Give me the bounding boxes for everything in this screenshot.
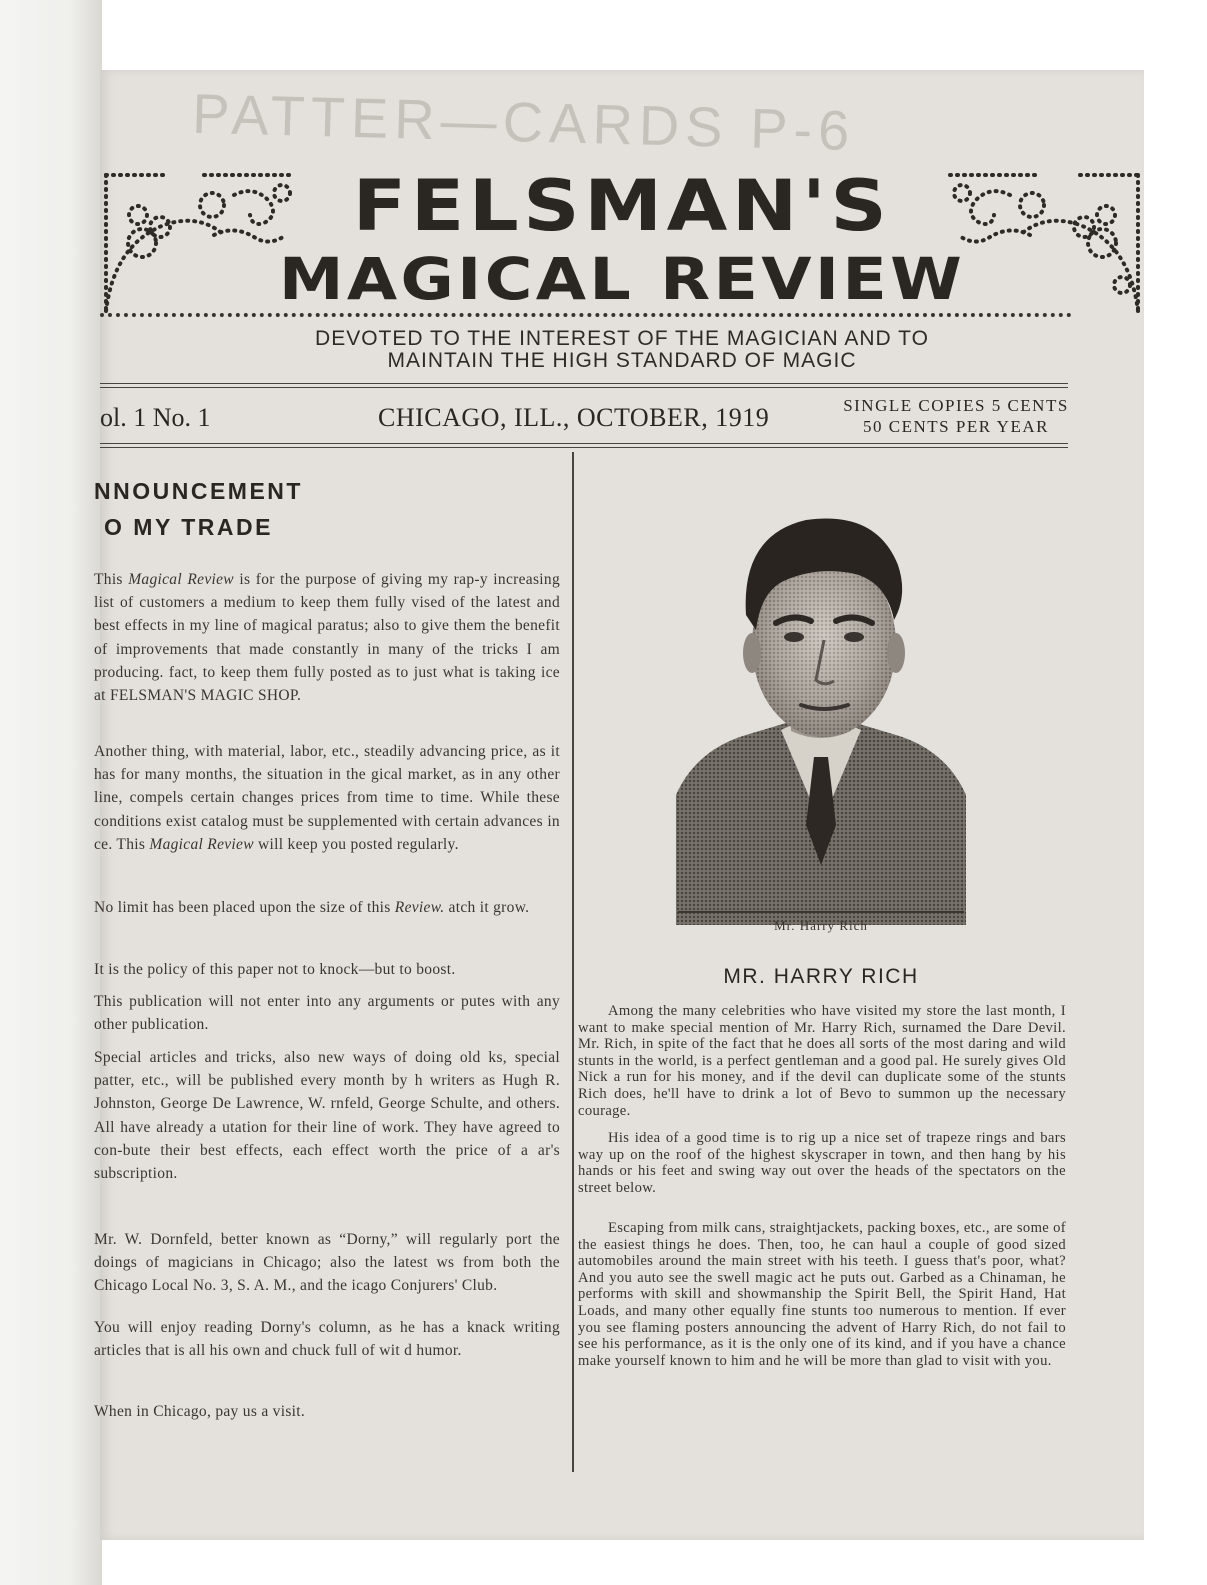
masthead-title-line1: FELSMAN'S [352,165,892,247]
announcement-paragraph-8: You will enjoy reading Dorny's column, as he has a knack writing articles that is all his own and chuck full of wit d humor. [94,1319,560,1360]
column-divider [572,452,574,1472]
masthead [100,165,1144,330]
price-single-copy: SINGLE COPIES 5 CENTS [843,396,1069,415]
tagline-line1: DEVOTED TO THE INTEREST OF THE MAGICIAN AND TO [315,327,929,350]
feature-heading: MR. HARRY RICH [723,965,919,988]
price-box [836,395,1076,437]
announcement-subheading: O MY TRADE [104,514,273,540]
feature-paragraph-1: Among the many celebrities who have visited my store the last month, I want to make special mention of Mr. Harry Rich, surnamed the Dare Devil. Mr. Rich, in spite of the fact that he does all sorts of the most daring and wild stunts in the world, is a perfect gentleman and a good pal. He surely gives Old Nick a run for his money, and if the devil can duplicate some of the stunts Rich does, he'll have to drink a lot of Bevo to summon up the necessary courage. [578,1003,1066,1119]
announcement-paragraph-6: Special articles and tricks, also new ways of doing old ks, special patter, etc., will be published every month by h writers as Hugh R. Johnston, George De Lawrence, W. rnfeld, George Schulte, and others. All have already a utation for their line of work. They have agreed to con-bute their best effects, each effect worth the price of a ar's subscription. [94,1049,560,1183]
announcement-heading: NNOUNCEMENT [94,478,303,504]
tagline-line2: MAINTAIN THE HIGH STANDARD OF MAGIC [387,349,857,372]
bottom-double-rule [100,443,1068,448]
place-date: CHICAGO, ILL., OCTOBER, 1919 [378,403,770,432]
announcement-paragraph-2: Another thing, with material, labor, etc., steadily advancing price, as it has for many months, the situation in the gical market, as in any other line, compels certain changes prices from time to time. While these conditions exist catalog must be supplemented with certain advances in ce. This Magical Review will keep you posted regularly. [94,743,560,853]
photo-bottom-rule [678,911,964,913]
announcement-paragraph-4: It is the policy of this paper not to knock—but to boost. [94,961,456,978]
volume-number: ol. 1 No. 1 [100,403,211,432]
tagline [100,328,1144,372]
price-per-year: 50 CENTS PER YEAR [863,417,1049,436]
masthead-dotted-rule [100,313,1072,317]
announcement-paragraph-5: This publication will not enter into any arguments or putes with any other publication. [94,993,560,1034]
announcement-paragraph-9: When in Chicago, pay us a visit. [94,1403,306,1420]
announcement-paragraph-1: This Magical Review is for the purpose of giving my rap-y increasing list of customers a medium to keep them fully vised of the latest and best effects in my line of magical paratus; also to give them the benefit of improvements that made constantly in many of the tricks I am producing. fact, to keep them fully posted as to just what is taking ice at FELSMAN'S MAGIC SHOP. [94,571,561,705]
magazine-page [94,70,1144,1540]
feature-paragraph-2: His idea of a good time is to rig up a nice set of trapeze rings and bars way up on the roof of the highest skyscraper in town, and then hang by his hands or his feet and swing way out over the heads of the spectators on the street below. [578,1130,1066,1196]
harry-rich-portrait-photo [676,495,966,925]
pencil-note: PATTER—CARDS P-6 [191,81,857,163]
feature-paragraph-3: Escaping from milk cans, straightjackets, packing boxes, etc., are some of the easiest things he does. Then, too, he can haul a couple of good sized automobiles around the main street with his teeth. I guess that's poor, what? And you auto see the swell magic act he puts out. Garbed as a Chinaman, he performs with skill and showmanship the Spirit Bell, the Spirit Hand, Hat Loads, and many other equally fine stunts too numerous to mention. If ever you see flaming posters announcing the advent of Harry Rich, do not fail to see his performance, as it is the only one of its kind, and if you have a chance make yourself known to him and he will be more than glad to visit with you. [578,1220,1066,1369]
masthead-title-line2: MAGICAL REVIEW [278,245,966,313]
top-double-rule [100,383,1068,388]
announcement-paragraph-3: No limit has been placed upon the size of this Review. atch it grow. [94,899,530,916]
photo-caption: Mr. Harry Rich [774,918,868,933]
announcement-paragraph-7: Mr. W. Dornfeld, better known as “Dorny,” will regularly port the doings of magicians in Chicago; also the latest ws from both the Chicago Local No. 3, S. A. M., and the icago Conjurers' Club. [94,1231,560,1295]
